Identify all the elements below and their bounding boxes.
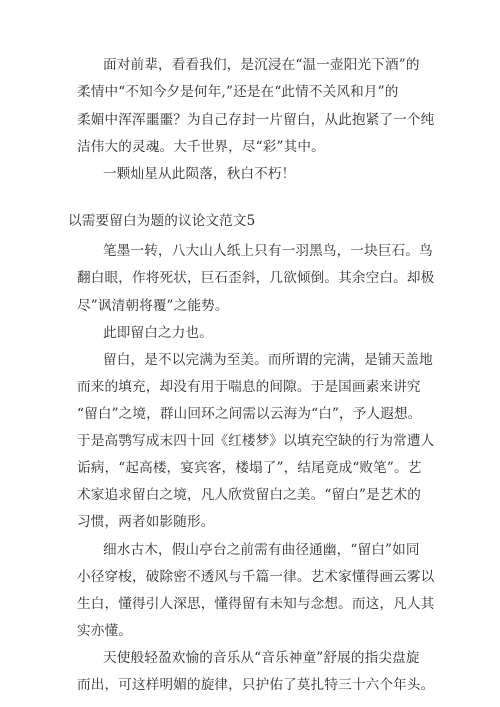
text-line: 洁伟大的灵魂。大千世界，尽“彩”其中。 <box>77 139 325 155</box>
text-line: 留白，是不以完满为至美。而所谓的完满，是铺天盖地 <box>103 352 433 368</box>
text-line: 实亦懂。 <box>77 623 132 639</box>
section-heading: 以需要留白为题的议论文范文5 <box>68 213 256 229</box>
text-line: 此即留白之力也。 <box>103 325 213 341</box>
text-line: 而来的填充，却没有用于喘息的间隙。于是国画素来讲究 <box>77 379 421 395</box>
text-line: 小径穿梭，破除密不透风与千篇一律。艺术家懂得画云雾以 <box>77 569 435 585</box>
text-line: 于是高鹗写成末四十回《红楼梦》以填充空缺的行为常遭人 <box>77 433 435 449</box>
text-line: 柔媚中浑浑噩噩？为自己存封一片留白，从此抱紧了一个纯 <box>77 112 435 128</box>
text-line: 而出，可这样明媚的旋律，只护佑了莫扎特三十六个年头。 <box>77 677 435 693</box>
text-line: 尽”讽清朝将覆”之能势。 <box>77 298 229 314</box>
text-line: 细水古木，假山亭台之前需有曲径通幽，“留白”如同 <box>103 542 420 558</box>
text-line: 一颗灿星从此陨落，秋白不朽！ <box>103 166 296 182</box>
text-line: “留白”之境，群山回环之间需以云海为“白”，予人遐想。 <box>77 406 422 422</box>
text-line: 天使般轻盈欢愉的音乐从“音乐神童”舒展的指尖盘旋 <box>103 650 420 666</box>
text-line: 面对前辈，看看我们，是沉浸在“温一壶阳光下酒”的 <box>103 57 420 73</box>
text-line: 习惯，两者如影随形。 <box>77 514 215 530</box>
text-line: 术家追求留白之境，凡人欣赏留白之美。“留白”是艺术的 <box>77 487 422 503</box>
text-line: 诟病，“起高楼，宴宾客，楼塌了”，结尾竟成“败笔”。艺 <box>77 460 422 476</box>
text-line: 翻白眼，作将死状，巨石歪斜，几欲倾倒。其余空白。却极 <box>77 270 435 286</box>
text-line: 笔墨一转，八大山人纸上只有一羽黑鸟，一块巨石。鸟 <box>103 243 433 259</box>
text-line: 生白，懂得引人深思，懂得留有未知与念想。而这，凡人其 <box>77 596 435 612</box>
text-line: 柔情中“不知今夕是何年,”还是在“此情不关风和月”的 <box>77 84 399 100</box>
